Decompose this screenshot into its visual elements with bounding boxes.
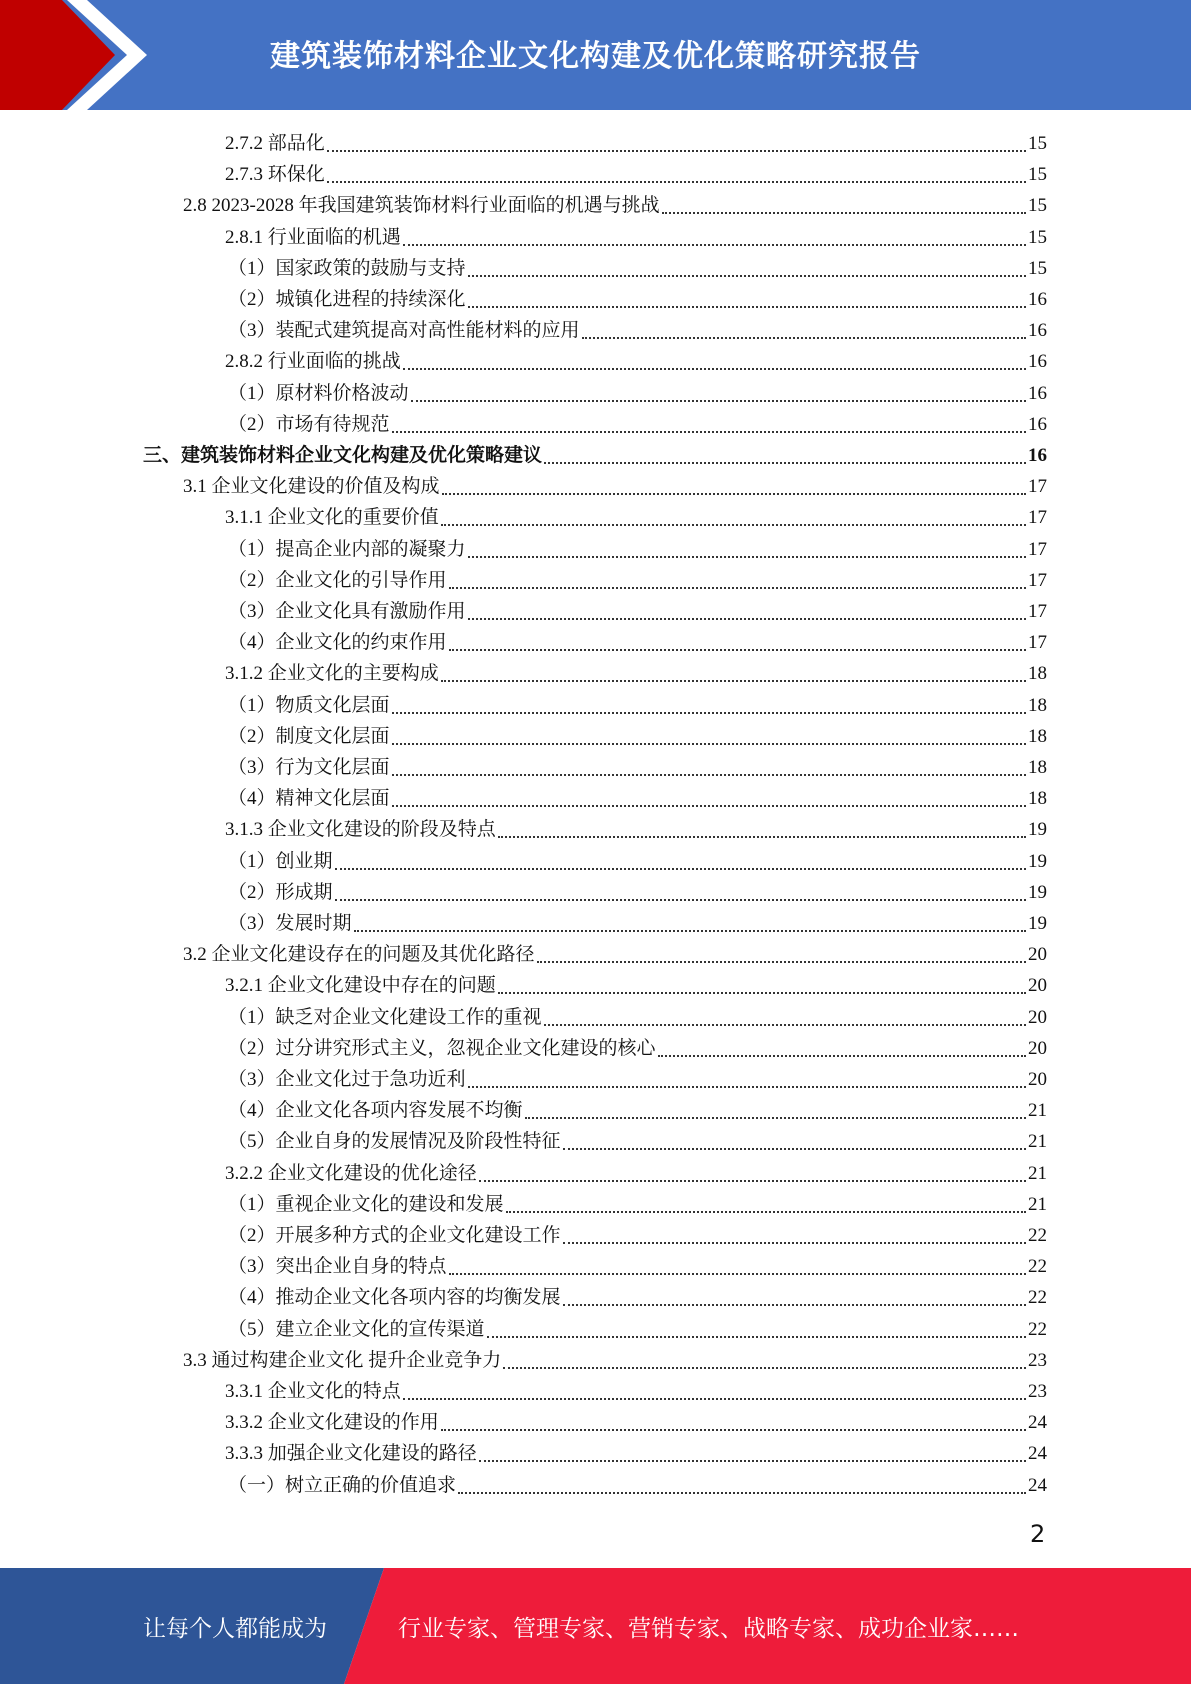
toc-entry-page: 16 — [1028, 414, 1047, 435]
toc-dot-leader — [441, 680, 1026, 682]
toc-dot-leader — [498, 992, 1026, 994]
toc-entry-page: 24 — [1028, 1412, 1047, 1433]
toc-entry[interactable] — [228, 253, 1047, 284]
toc-entry-page: 15 — [1028, 133, 1047, 154]
toc-dot-leader — [458, 1492, 1026, 1494]
toc-entry[interactable] — [228, 596, 1047, 627]
toc-dot-leader — [449, 587, 1026, 589]
toc-entry[interactable] — [228, 783, 1047, 814]
toc-entry-label: 3.1 企业文化建设的价值及构成 — [183, 476, 440, 497]
page-header — [0, 0, 1191, 110]
toc-dot-leader — [506, 1211, 1026, 1213]
toc-entry-page: 21 — [1028, 1100, 1047, 1121]
toc-entry[interactable] — [183, 471, 1047, 502]
toc-entry-page: 20 — [1028, 975, 1047, 996]
toc-entry-label: 3.3.1 企业文化的特点 — [225, 1381, 401, 1402]
toc-entry-page: 21 — [1028, 1194, 1047, 1215]
toc-entry-page: 16 — [1028, 383, 1047, 404]
toc-entry[interactable] — [228, 565, 1047, 596]
toc-entry[interactable] — [228, 1095, 1047, 1126]
toc-dot-leader — [335, 899, 1026, 901]
toc-entry-page: 18 — [1028, 757, 1047, 778]
toc-dot-leader — [498, 836, 1026, 838]
toc-entry-page: 16 — [1028, 289, 1047, 310]
toc-entry-label: （3）装配式建筑提高对高性能材料的应用 — [228, 320, 580, 341]
toc-entry-page: 19 — [1028, 882, 1047, 903]
toc-dot-leader — [537, 961, 1026, 963]
toc-dot-leader — [468, 618, 1026, 620]
toc-entry-page: 18 — [1028, 726, 1047, 747]
toc-entry-label: 3.2.2 企业文化建设的优化途径 — [225, 1163, 477, 1184]
toc-entry[interactable] — [228, 1314, 1047, 1345]
toc-entry[interactable] — [228, 627, 1047, 658]
toc-entry-page: 21 — [1028, 1131, 1047, 1152]
page-number: 2 — [1030, 1520, 1046, 1548]
toc-entry-page: 19 — [1028, 851, 1047, 872]
toc-entry-page: 18 — [1028, 695, 1047, 716]
toc-entry-label: （3）发展时期 — [228, 913, 352, 934]
toc-dot-leader — [449, 649, 1026, 651]
toc-entry-label: （4）企业文化各项内容发展不均衡 — [228, 1100, 523, 1121]
footer-slogan-left: 让每个人都能成为 — [143, 1616, 327, 1642]
toc-dot-leader — [411, 400, 1026, 402]
toc-dot-leader — [392, 712, 1026, 714]
toc-entry-label: （3）行为文化层面 — [228, 757, 390, 778]
toc-dot-leader — [525, 1117, 1026, 1119]
toc-entry[interactable] — [228, 721, 1047, 752]
toc-entry-page: 16 — [1028, 351, 1047, 372]
toc-entry-label: 3.1.2 企业文化的主要构成 — [225, 663, 439, 684]
toc-entry-label: （3）企业文化具有激励作用 — [228, 601, 466, 622]
toc-dot-leader — [662, 212, 1026, 214]
toc-dot-leader — [582, 337, 1026, 339]
toc-entry[interactable] — [183, 1345, 1047, 1376]
toc-entry-label: （5）建立企业文化的宣传渠道 — [228, 1319, 485, 1340]
toc-entry-label: 2.8.1 行业面临的机遇 — [225, 227, 401, 248]
toc-entry[interactable] — [228, 877, 1047, 908]
toc-entry-page: 22 — [1028, 1225, 1047, 1246]
toc-entry-label: （1）国家政策的鼓励与支持 — [228, 258, 466, 279]
toc-entry-label: （1）原材料价格波动 — [228, 383, 409, 404]
toc-entry-label: 2.7.2 部品化 — [225, 133, 325, 154]
toc-dot-leader — [327, 150, 1026, 152]
toc-entry-page: 20 — [1028, 1038, 1047, 1059]
toc-entry-page: 17 — [1028, 632, 1047, 653]
toc-entry[interactable] — [228, 1220, 1047, 1251]
toc-entry-label: 3.3 通过构建企业文化 提升企业竞争力 — [183, 1350, 502, 1371]
toc-entry[interactable] — [228, 315, 1047, 346]
toc-entry-label: （1）缺乏对企业文化建设工作的重视 — [228, 1007, 542, 1028]
toc-dot-leader — [403, 244, 1026, 246]
toc-entry[interactable] — [225, 128, 1047, 159]
toc-entry[interactable] — [225, 346, 1047, 377]
toc-entry-label: （1）物质文化层面 — [228, 695, 390, 716]
toc-entry-page: 20 — [1028, 944, 1047, 965]
footer-slogan-right: 行业专家、管理专家、营销专家、战略专家、成功企业家…… — [398, 1616, 1019, 1642]
toc-entry-page: 17 — [1028, 507, 1047, 528]
toc-dot-leader — [403, 1398, 1026, 1400]
toc-entry-label: （3）突出企业自身的特点 — [228, 1256, 447, 1277]
toc-entry-page: 20 — [1028, 1069, 1047, 1090]
toc-entry-page: 18 — [1028, 663, 1047, 684]
toc-dot-leader — [468, 556, 1026, 558]
toc-entry-page: 16 — [1028, 320, 1047, 341]
toc-entry-page: 16 — [1028, 445, 1047, 466]
toc-dot-leader — [392, 805, 1026, 807]
toc-entry-label: （1）创业期 — [228, 851, 333, 872]
toc-entry-label: 3.2.1 企业文化建设中存在的问题 — [225, 975, 496, 996]
toc-entry[interactable] — [225, 814, 1047, 845]
toc-dot-leader — [563, 1242, 1026, 1244]
toc-dot-leader — [487, 1336, 1026, 1338]
toc-entry-label: 2.8.2 行业面临的挑战 — [225, 351, 401, 372]
toc-entry-page: 15 — [1028, 227, 1047, 248]
toc-dot-leader — [544, 462, 1026, 464]
toc-entry-page: 23 — [1028, 1350, 1047, 1371]
toc-dot-leader — [563, 1148, 1026, 1150]
toc-entry-page: 24 — [1028, 1443, 1047, 1464]
toc-entry[interactable] — [225, 1376, 1047, 1407]
toc-dot-leader — [658, 1055, 1026, 1057]
toc-dot-leader — [544, 1024, 1026, 1026]
toc-entry-page: 19 — [1028, 819, 1047, 840]
toc-dot-leader — [468, 275, 1026, 277]
toc-dot-leader — [442, 493, 1026, 495]
toc-entry-page: 22 — [1028, 1319, 1047, 1340]
toc-dot-leader — [503, 1367, 1026, 1369]
toc-entry[interactable] — [228, 690, 1047, 721]
toc-entry[interactable] — [228, 1002, 1047, 1033]
toc-entry-page: 17 — [1028, 601, 1047, 622]
toc-dot-leader — [403, 368, 1026, 370]
toc-dot-leader — [441, 524, 1026, 526]
toc-entry-label: （4）精神文化层面 — [228, 788, 390, 809]
toc-entry[interactable] — [225, 502, 1047, 533]
toc-entry[interactable] — [228, 846, 1047, 877]
toc-entry[interactable] — [228, 534, 1047, 565]
toc-entry-label: （3）企业文化过于急功近利 — [228, 1069, 466, 1090]
toc-entry[interactable] — [183, 190, 1047, 221]
toc-dot-leader — [327, 181, 1026, 183]
toc-entry[interactable] — [228, 1282, 1047, 1313]
toc-entry-label: （2）形成期 — [228, 882, 333, 903]
toc-entry-label: 2.8 2023-2028 年我国建筑装饰材料行业面临的机遇与挑战 — [183, 195, 660, 216]
toc-entry-page: 17 — [1028, 476, 1047, 497]
toc-entry[interactable] — [225, 1158, 1047, 1189]
header-chevron-graphic — [0, 0, 160, 110]
toc-entry-label: 3.3.3 加强企业文化建设的路径 — [225, 1443, 477, 1464]
toc-entry-label: （2）过分讲究形式主义，忽视企业文化建设的核心 — [228, 1038, 656, 1059]
toc-entry-page: 15 — [1028, 164, 1047, 185]
toc-entry[interactable] — [228, 1470, 1047, 1501]
toc-entry[interactable] — [225, 222, 1047, 253]
toc-entry-label: （5）企业自身的发展情况及阶段性特征 — [228, 1131, 561, 1152]
toc-dot-leader — [441, 1429, 1026, 1431]
toc-entry-page: 24 — [1028, 1475, 1047, 1496]
toc-entry[interactable] — [225, 159, 1047, 190]
toc-entry[interactable] — [228, 752, 1047, 783]
toc-entry-label: （2）市场有待规范 — [228, 414, 390, 435]
toc-entry-label: （2）企业文化的引导作用 — [228, 570, 447, 591]
toc-entry-label: （4）推动企业文化各项内容的均衡发展 — [228, 1287, 561, 1308]
toc-entry-label: 3.3.2 企业文化建设的作用 — [225, 1412, 439, 1433]
toc-entry-page: 21 — [1028, 1163, 1047, 1184]
toc-entry[interactable] — [228, 1251, 1047, 1282]
toc-dot-leader — [335, 868, 1026, 870]
toc-entry[interactable] — [228, 409, 1047, 440]
toc-entry[interactable] — [228, 908, 1047, 939]
toc-dot-leader — [468, 306, 1026, 308]
toc-entry-page: 19 — [1028, 913, 1047, 934]
toc-entry-label: 3.2 企业文化建设存在的问题及其优化路径 — [183, 944, 535, 965]
toc-entry[interactable] — [228, 284, 1047, 315]
toc-entry-page: 22 — [1028, 1287, 1047, 1308]
toc-entry-page: 22 — [1028, 1256, 1047, 1277]
toc-entry-label: （一）树立正确的价值追求 — [228, 1475, 457, 1496]
toc-dot-leader — [392, 431, 1026, 433]
toc-dot-leader — [392, 743, 1026, 745]
toc-dot-leader — [479, 1180, 1026, 1182]
toc-entry[interactable] — [225, 1438, 1047, 1469]
toc-entry-label: （2）制度文化层面 — [228, 726, 390, 747]
toc-entry[interactable] — [228, 1033, 1047, 1064]
toc-dot-leader — [392, 774, 1026, 776]
toc-entry-page: 23 — [1028, 1381, 1047, 1402]
toc-entry-page: 20 — [1028, 1007, 1047, 1028]
toc-entry-label: （1）提高企业内部的凝聚力 — [228, 539, 466, 560]
toc-entry-label: 3.1.3 企业文化建设的阶段及特点 — [225, 819, 496, 840]
toc-dot-leader — [354, 930, 1026, 932]
toc-entry-label: 三、建筑装饰材料企业文化构建及优化策略建议 — [143, 445, 543, 466]
toc-entry[interactable] — [225, 970, 1047, 1001]
toc-entry-label: （4）企业文化的约束作用 — [228, 632, 447, 653]
toc-entry[interactable] — [225, 658, 1047, 689]
toc-entry[interactable] — [228, 378, 1047, 409]
toc-dot-leader — [479, 1460, 1026, 1462]
toc-entry[interactable] — [228, 1189, 1047, 1220]
toc-entry-label: 2.7.3 环保化 — [225, 164, 325, 185]
toc-entry-page: 17 — [1028, 570, 1047, 591]
toc-entry-label: （1）重视企业文化的建设和发展 — [228, 1194, 504, 1215]
toc-entry-label: （2）开展多种方式的企业文化建设工作 — [228, 1225, 561, 1246]
toc-dot-leader — [563, 1304, 1026, 1306]
toc-entry-label: 3.1.1 企业文化的重要价值 — [225, 507, 439, 528]
toc-entry-label: （2）城镇化进程的持续深化 — [228, 289, 466, 310]
report-title: 建筑装饰材料企业文化构建及优化策略研究报告 — [270, 39, 921, 74]
toc-entry[interactable] — [143, 440, 1047, 471]
toc-entry[interactable] — [225, 1407, 1047, 1438]
toc-entry-page: 15 — [1028, 195, 1047, 216]
toc-dot-leader — [468, 1086, 1026, 1088]
toc-entry[interactable] — [228, 1064, 1047, 1095]
toc-entry[interactable] — [228, 1126, 1047, 1157]
toc-dot-leader — [449, 1273, 1026, 1275]
toc-entry-page: 18 — [1028, 788, 1047, 809]
page-footer — [0, 1568, 1191, 1684]
toc-entry-page: 17 — [1028, 539, 1047, 560]
toc-entry-page: 15 — [1028, 258, 1047, 279]
toc-entry[interactable] — [183, 939, 1047, 970]
